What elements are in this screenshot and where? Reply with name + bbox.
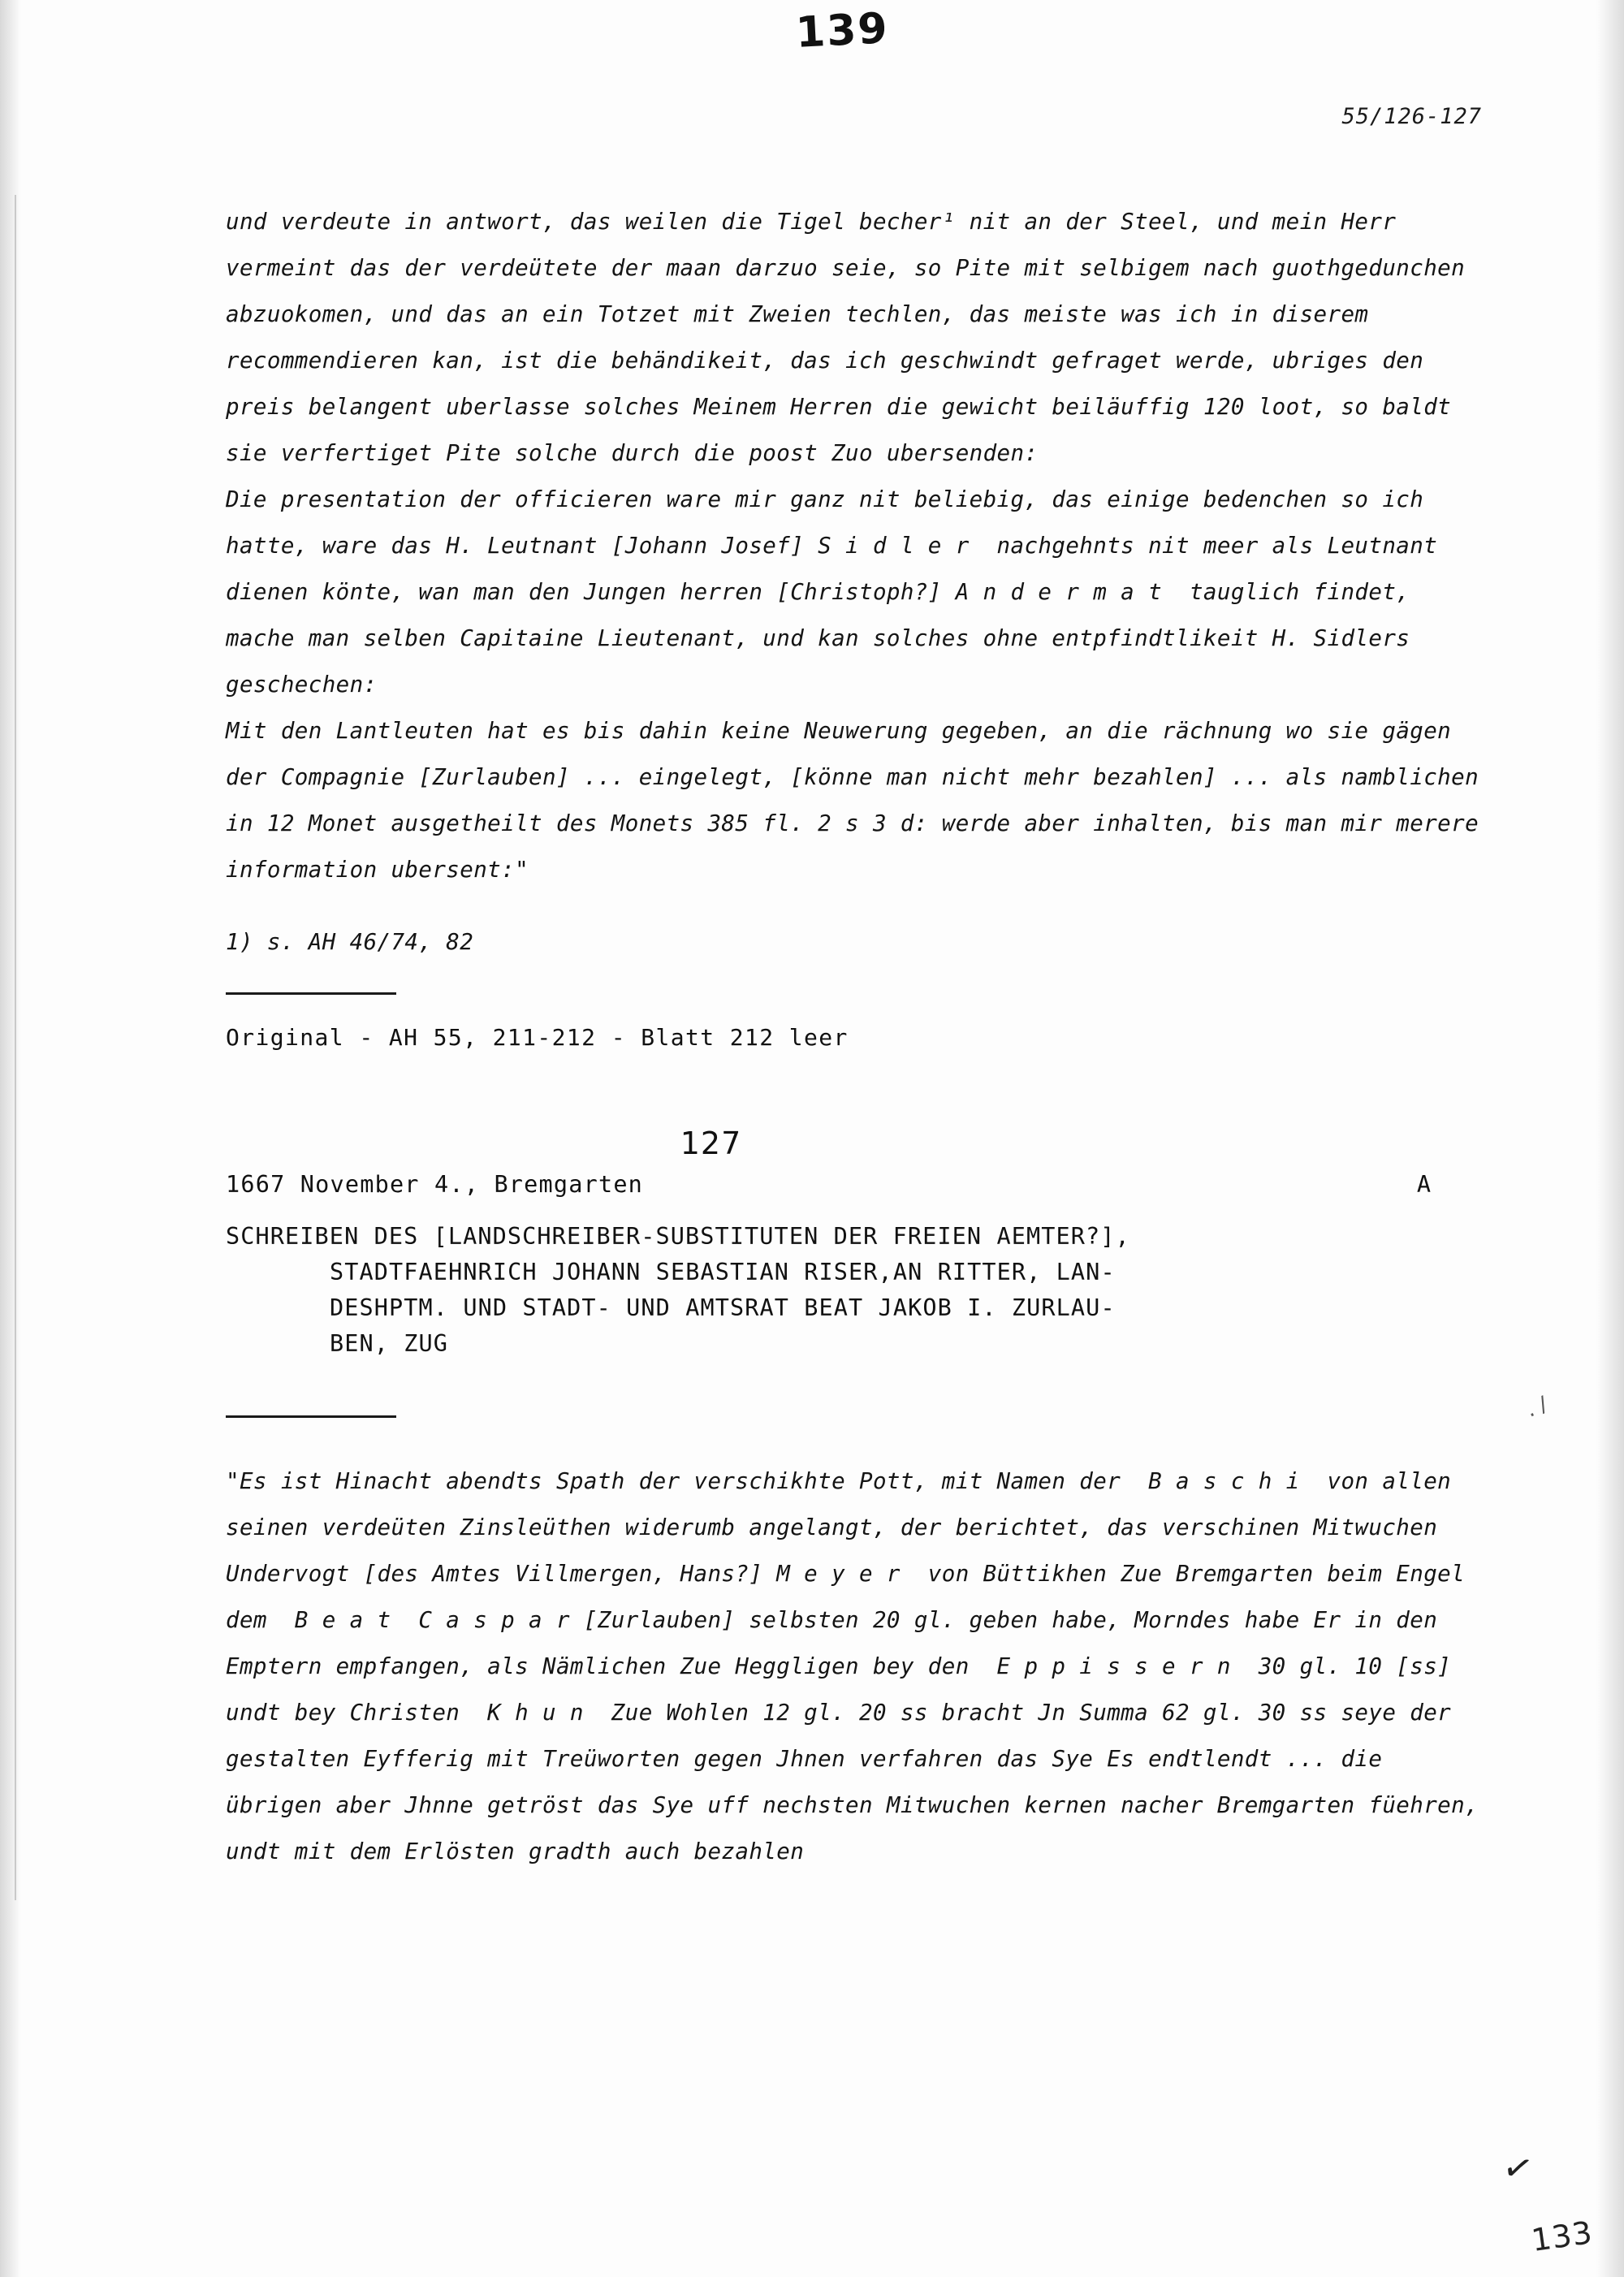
document-body	[226, 199, 1493, 1875]
footnote-1: 1) s. AH 46/74, 82	[226, 929, 474, 955]
title-line-1: SCHREIBEN DES [LANDSCHREIBER-SUBSTITUTEN DER FREIEN AEMTER?],	[226, 1223, 1130, 1250]
archive-reference: 55/126-127	[1341, 104, 1482, 129]
handwritten-page-number-bottom: 133	[1529, 2214, 1596, 2259]
document-header-row	[226, 1171, 1480, 1198]
page-edge-line	[15, 195, 16, 1900]
title-line-4: BEN, ZUG	[330, 1330, 449, 1357]
divider-rule-1	[226, 992, 396, 995]
document-title	[226, 1219, 1480, 1362]
original-source-line: Original - AH 55, 211-212 - Blatt 212 leer	[226, 1024, 849, 1051]
divider-rule-2	[226, 1415, 396, 1418]
check-mark-icon: ✓	[1499, 2145, 1537, 2193]
paragraph-3: Mit den Lantleuten hat es bis dahin keine Neuwerung gegeben, an die rächnung wo sie gägen der Compagnie [Zurlauben] ... eingelegt, [könne man nicht mehr bezahlen] ... als namblichen in 12 Monet ausgetheilt des Monets 385 fl. 2 s 3 d: werde aber inhalten, bis man mir merere information ubersent:"	[226, 718, 1493, 883]
pencil-annotation-icon: . /	[1522, 1392, 1551, 1423]
paragraph-1: und verdeute in antwort, das weilen die Tigel becher¹ nit an der Steel, und mein Herr vermeint das der verdeütete der maan darzuo seie, so Pite mit selbigem nach guothgedunchen abzuokomen, und das an ein Totzet mit Zweien techlen, das meiste was ich in diserem recommendieren kan, ist die behändikeit, das ich geschwindt gefraget werde, ubriges den preis belangent uberlasse solches Meinem Herren die gewicht beiläuffig 120 loot, so baldt sie verfertiget Pite solche durch die poost Zuo ubersenden:	[226, 209, 1479, 466]
document-mark: A	[1416, 1171, 1432, 1198]
paragraph-127-body: "Es ist Hinacht abendts Spath der verschikhte Pott, mit Namen der B a s c h i von allen seinen verdeüten Zinsleüthen widerumb angelangt, der berichtet, das verschinen Mitwuchen Undervogt [des Amtes Villmergen, Hans?] M e y e r von Büttikhen Zue Bremgarten beim Engel dem B e a t C a s p a r [Zurlauben] selbsten 20 gl. geben habe, Morndes habe Er in den Emptern empfangen, als Nämlichen Zue Heggligen bey den E p p i s s e r n 30 gl. 10 [ss] undt bey Christen K h u n Zue Wohlen 12 gl. 20 ss bracht Jn Summa 62 gl. 30 ss seye der gestalten Eyfferig mit Treüworten gegen Jhnen verfahren das Sye Es endtlendt ... die übrigen aber Jhnne getröst das Sye uff nechsten Mitwuchen kernen nacher Bremgarten füehren, undt mit dem Erlösten gradth auch bezahlen	[226, 1468, 1493, 1864]
paragraph-2: Die presentation der officieren ware mir ganz nit beliebig, das einige bedenchen so ich hatte, ware das H. Leutnant [Johann Josef] S i d l e r nachgehnts nit meer als Leutnant dienen könte, wan man den Jungen herren [Christoph?] A n d e r m a t tauglich findet, mache man selben Capitaine Lieutenant, und kan solches ohne entpfindtlikeit H. Sidlers geschechen:	[226, 486, 1452, 698]
handwritten-folio-number: 139	[794, 4, 891, 58]
document-date-place: 1667 November 4., Bremgarten	[226, 1171, 644, 1198]
title-line-2: STADTFAEHNRICH JOHANN SEBASTIAN RISER,AN RITTER, LAN-	[330, 1259, 1116, 1285]
title-line-3: DESHPTM. UND STADT- UND AMTSRAT BEAT JAKOB I. ZURLAU-	[330, 1294, 1116, 1321]
document-number-127: 127	[680, 1126, 742, 1161]
